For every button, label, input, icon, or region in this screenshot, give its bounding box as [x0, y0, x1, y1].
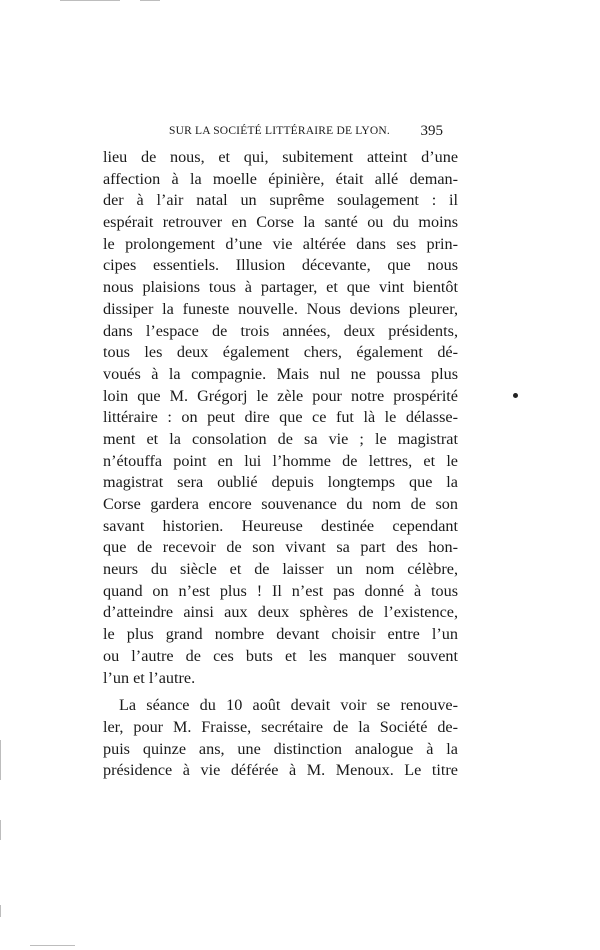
text-line: neurs du siècle et de laisser un nom célèbre, [103, 560, 458, 579]
text-line: d’atteindre ainsi aux deux sphères de l’existence, [103, 603, 458, 622]
text-line: nous plaisions tous à partager, et que vint bientôt [103, 278, 458, 297]
text-line: tous les deux également chers, également dé- [103, 343, 458, 362]
scan-edge-mark [60, 0, 120, 1]
text-line: n’étouffa point en lui l’homme de lettres, et le [103, 451, 458, 470]
text-line: magistrat sera oublié depuis longtemps que la [103, 473, 458, 492]
running-title: SUR LA SOCIÉTÉ LITTÉRAIRE DE LYON. [169, 125, 390, 137]
scan-edge-mark [140, 0, 160, 1]
ink-speck [513, 393, 518, 398]
scan-edge-mark [0, 740, 1, 780]
text-line: loin que M. Grégorj le zèle pour notre prospérité [103, 386, 458, 405]
text-line: ment et la consolation de sa vie ; le magistrat [103, 429, 458, 448]
scan-edge-mark [0, 905, 1, 917]
text-line: savant historien. Heureuse destinée cependant [103, 516, 458, 535]
text-line: La séance du 10 août devait voir se renouve- [119, 696, 458, 715]
text-line: dans l’espace de trois années, deux présidents, [103, 321, 458, 340]
text-line: que de recevoir de son vivant sa part des hon- [103, 538, 458, 557]
scan-edge-mark [0, 820, 1, 840]
text-line: ler, pour M. Fraisse, secrétaire de la Société de- [103, 717, 458, 736]
scan-edge-mark [30, 945, 75, 946]
text-line: der à l’air natal un suprême soulagement : il [103, 191, 458, 210]
page-number: 395 [420, 123, 443, 139]
text-line: le plus grand nombre devant choisir entre l’un [103, 625, 458, 644]
text-line: puis quinze ans, une distinction analogue à la [103, 739, 458, 758]
paragraph-1 [103, 147, 458, 689]
text-line: quand on n’est plus ! Il n’est pas donné à tous [103, 581, 458, 600]
text-line: l’un et l’autre. [103, 668, 196, 687]
paragraph-2 [103, 695, 458, 782]
body-text [103, 147, 458, 782]
text-line: Corse gardera encore souvenance du nom de son [103, 495, 458, 513]
text-line: voués à la compagnie. Mais nul ne poussa plus [103, 364, 458, 383]
text-line: espérait retrouver en Corse la santé ou du moins [103, 213, 458, 232]
text-line: présidence à vie déférée à M. Menoux. Le titre [103, 761, 458, 780]
text-line: littéraire : on peut dire que ce fut là le délasse- [103, 408, 458, 427]
text-line: lieu de nous, et qui, subitement atteint d’une [103, 148, 458, 166]
text-line: ou l’autre de ces buts et les manquer souvent [103, 646, 458, 665]
text-line: dissiper la funeste nouvelle. Nous devions pleurer, [103, 299, 458, 318]
text-line: le prolongement d’une vie altérée dans ses prin- [103, 234, 458, 253]
text-line: affection à la moelle épinière, était allé deman- [103, 169, 458, 188]
text-line: cipes essentiels. Illusion décevante, que nous [103, 256, 458, 275]
